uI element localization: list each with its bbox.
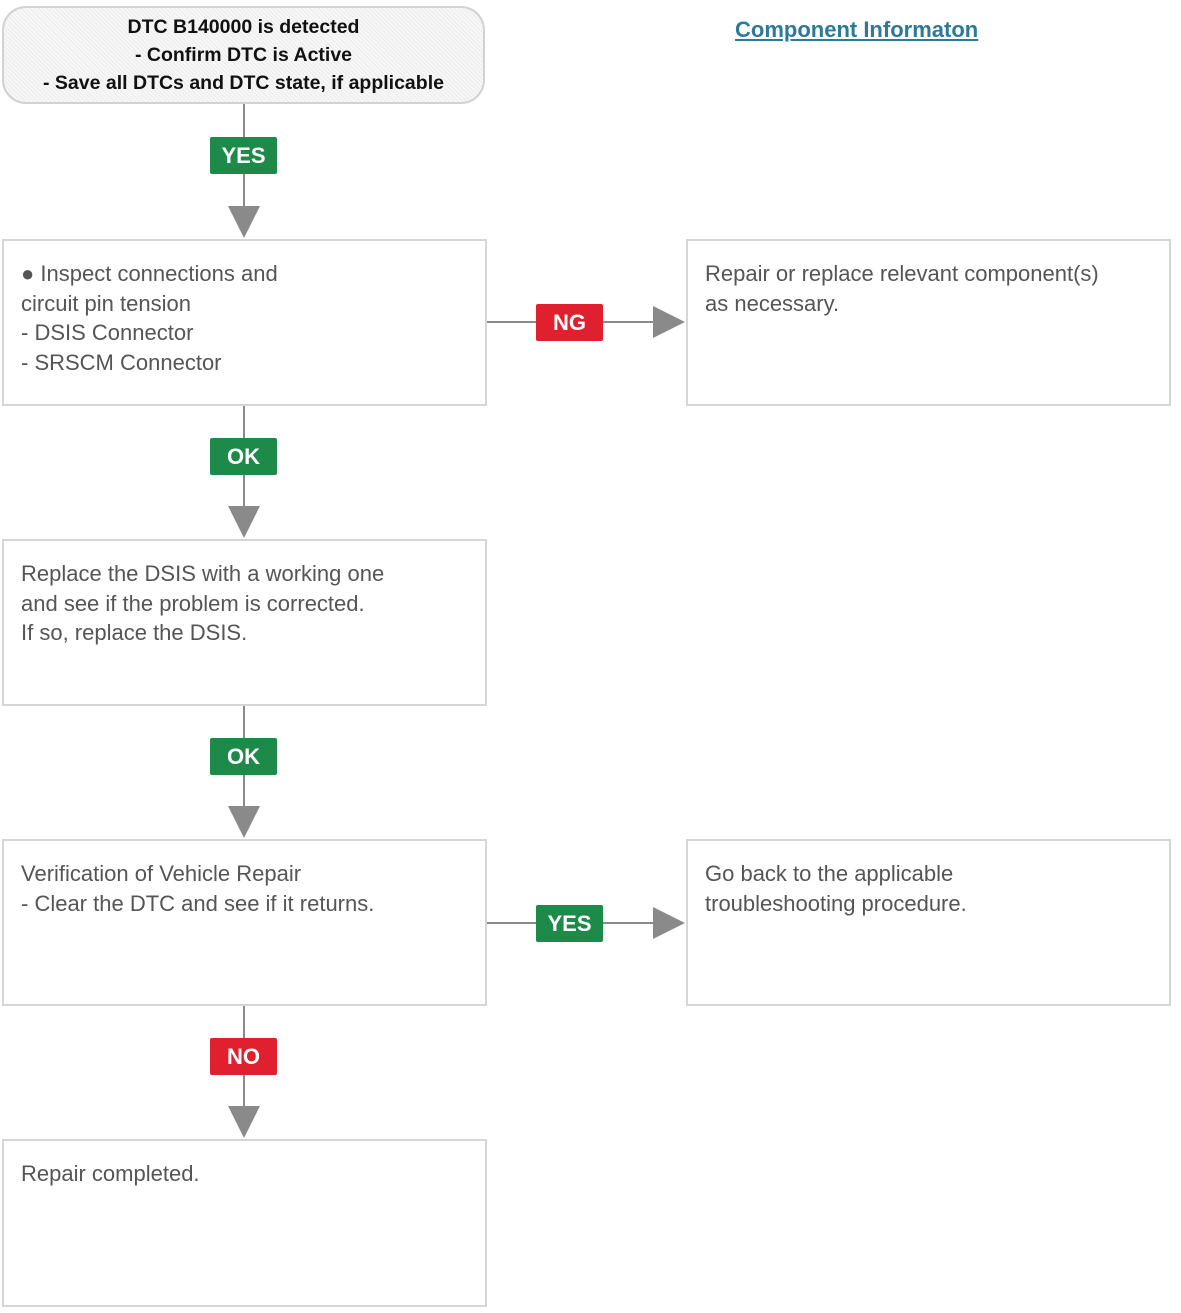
go-back-line-2: troubleshooting procedure. <box>705 890 967 916</box>
replace-dsis-box <box>2 539 487 706</box>
start-line-2: - Confirm DTC is Active <box>134 44 353 66</box>
go-back-line-1: Go back to the applicable <box>705 861 954 886</box>
verification-box <box>2 839 487 1006</box>
start-line-3: - Save all DTCs and DTC state, if applicable <box>43 72 444 94</box>
inspect-line-3: - DSIS Connector <box>21 320 194 345</box>
replace-dsis-line-1: Replace the DSIS with a working one <box>21 561 385 586</box>
inspect-line-1: ● Inspect connections and <box>21 261 278 286</box>
component-information-link[interactable]: Component Informaton <box>735 17 979 42</box>
inspect-line-4: - SRSCM Connector <box>21 349 222 375</box>
ok-badge-replace: OK <box>210 738 277 775</box>
ng-badge: NG <box>536 304 603 341</box>
repair-component-box <box>686 239 1171 406</box>
verification-line-2: - Clear the DTC and see if it returns. <box>21 890 375 916</box>
repair-completed-box <box>2 1139 487 1307</box>
start-node <box>2 6 485 104</box>
replace-dsis-line-2: and see if the problem is corrected. <box>21 590 365 616</box>
yes-badge-start: YES <box>210 137 277 174</box>
go-back-box <box>686 839 1171 1006</box>
yes-badge-verification: YES <box>536 905 603 942</box>
replace-dsis-line-3: If so, replace the DSIS. <box>21 620 248 645</box>
arrowhead-down-1 <box>228 206 260 238</box>
ok-badge-inspect: OK <box>210 438 277 475</box>
no-badge: NO <box>210 1038 277 1075</box>
inspect-line-2: circuit pin tension <box>21 290 191 316</box>
repair-component-line-2: as necessary. <box>705 290 840 316</box>
start-line-1: DTC B140000 is detected <box>127 16 360 38</box>
completed-line-1: Repair completed. <box>21 1161 200 1186</box>
arrowhead-right-2 <box>653 907 685 939</box>
arrowhead-down-3 <box>228 806 260 838</box>
repair-component-line-1: Repair or replace relevant component(s) <box>705 261 1099 286</box>
verification-line-1: Verification of Vehicle Repair <box>21 861 302 886</box>
arrowhead-right-1 <box>653 306 685 338</box>
arrowhead-down-2 <box>228 506 260 538</box>
inspect-connections-box <box>2 239 487 406</box>
arrowhead-down-4 <box>228 1106 260 1138</box>
